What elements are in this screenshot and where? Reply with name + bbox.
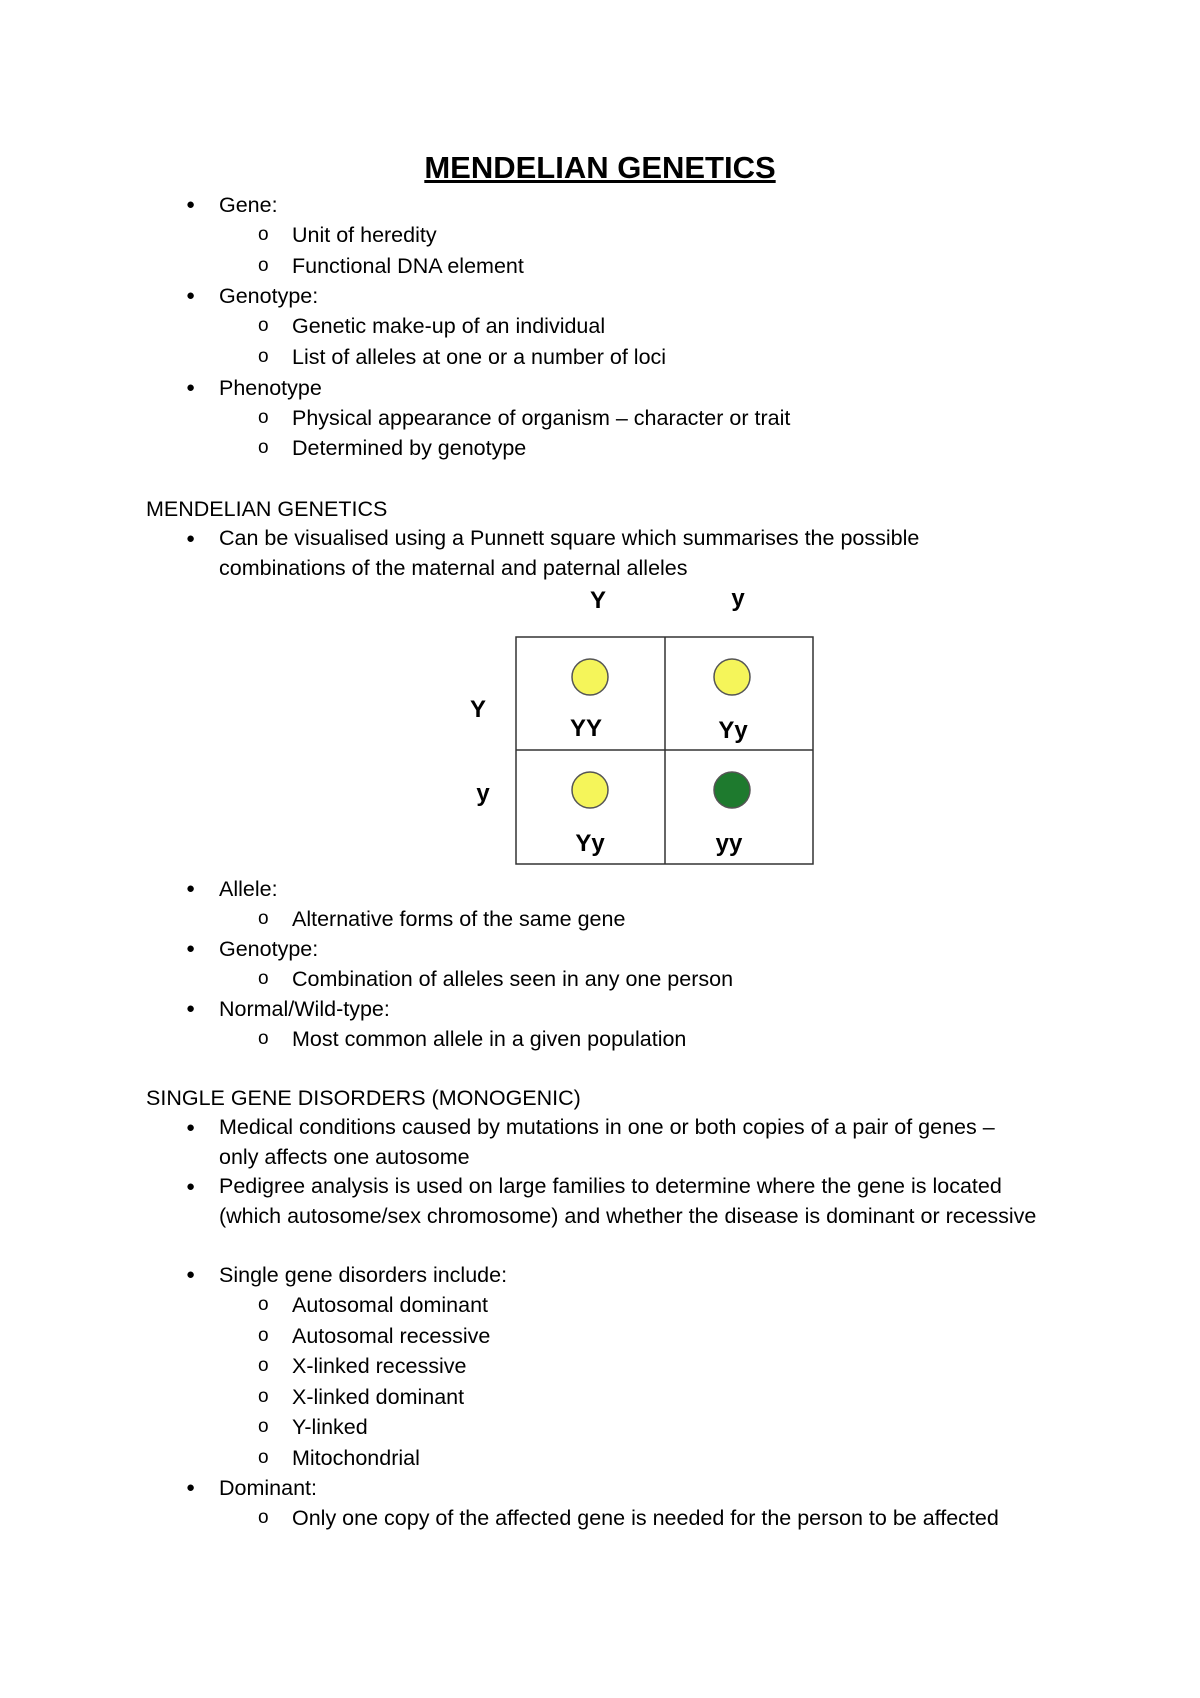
bullet-icon: ● — [186, 1479, 196, 1496]
sub-list-item: o Mitochondrial — [292, 1443, 420, 1473]
sub-list-item: o X-linked recessive — [292, 1351, 466, 1381]
bullet-icon: ● — [186, 196, 196, 213]
circle-bullet-icon: o — [258, 908, 269, 929]
list-item: ● Single gene disorders include: — [219, 1260, 507, 1290]
list-item: ● Can be visualised using a Punnett square which summarises the possible combinations of the maternal and paternal alleles — [186, 526, 920, 580]
phenotype-circle — [572, 772, 608, 808]
circle-bullet-icon: o — [258, 1028, 269, 1049]
col-header: Y — [589, 587, 607, 614]
sub-list-item: o Genetic make-up of an individual — [292, 311, 605, 341]
phenotype-circle — [714, 659, 750, 695]
section-heading: SINGLE GENE DISORDERS (MONOGENIC) — [146, 1086, 581, 1110]
circle-bullet-icon: o — [258, 1355, 269, 1376]
sub-list-item: o Functional DNA element — [292, 251, 524, 281]
bullet-icon: ● — [186, 287, 196, 304]
sub-list-item: o Physical appearance of organism – character or trait — [292, 403, 790, 433]
bullet-icon: ● — [186, 1119, 196, 1136]
circle-bullet-icon: o — [258, 968, 269, 989]
genotype-label: Yy — [575, 830, 605, 857]
bullet-icon: ● — [186, 1266, 196, 1283]
genotype-label: YY — [569, 715, 603, 742]
row-header: y — [476, 780, 490, 807]
row-header: Y — [469, 696, 487, 723]
circle-bullet-icon: o — [258, 1386, 269, 1407]
sub-list-item: o Alternative forms of the same gene — [292, 904, 625, 934]
punnett-square — [0, 580, 1200, 880]
bullet-icon: ● — [186, 1000, 196, 1017]
sub-list-item: o Only one copy of the affected gene is needed for the person to be affected — [292, 1503, 999, 1533]
genotype-label: yy — [715, 830, 743, 857]
list-item: ● Normal/Wild-type: — [219, 994, 390, 1024]
sub-list-item: o Combination of alleles seen in any one person — [292, 964, 733, 994]
circle-bullet-icon: o — [258, 1447, 269, 1468]
phenotype-circle — [572, 659, 608, 695]
list-item: ● Genotype: — [219, 934, 318, 964]
circle-bullet-icon: o — [258, 1325, 269, 1346]
bullet-icon: ● — [186, 940, 196, 957]
sub-list-item: o Y-linked — [292, 1412, 368, 1442]
sub-list-item: o X-linked dominant — [292, 1382, 464, 1412]
list-item: ● Allele: — [219, 874, 278, 904]
page-title: MENDELIAN GENETICS — [424, 150, 776, 185]
circle-bullet-icon: o — [258, 255, 269, 276]
bullet-icon: ● — [186, 880, 196, 897]
col-header: y — [731, 585, 745, 612]
list-item: ● Genotype: — [219, 281, 318, 311]
circle-bullet-icon: o — [258, 1507, 269, 1528]
list-item: ● Gene: — [219, 190, 278, 220]
sub-list-item: o Autosomal dominant — [292, 1290, 488, 1320]
circle-bullet-icon: o — [258, 1416, 269, 1437]
circle-bullet-icon: o — [258, 224, 269, 245]
bullet-icon: ● — [186, 530, 196, 547]
section-heading: MENDELIAN GENETICS — [146, 497, 388, 521]
sub-list-item: o List of alleles at one or a number of loci — [292, 342, 666, 372]
list-item: ● Phenotype — [219, 373, 322, 403]
circle-bullet-icon: o — [258, 315, 269, 336]
sub-list-item: o Determined by genotype — [292, 433, 526, 463]
circle-bullet-icon: o — [258, 1294, 269, 1315]
circle-bullet-icon: o — [258, 346, 269, 367]
circle-bullet-icon: o — [258, 407, 269, 428]
sub-list-item: o Unit of heredity — [292, 220, 437, 250]
list-item: ● Dominant: — [219, 1473, 317, 1503]
sub-list-item: o Most common allele in a given population — [292, 1024, 686, 1054]
list-item: ● Medical conditions caused by mutations in one or both copies of a pair of genes – only affects one autosome — [186, 1115, 995, 1169]
phenotype-circle — [714, 772, 750, 808]
genotype-label: Yy — [718, 717, 748, 744]
bullet-icon: ● — [186, 379, 196, 396]
sub-list-item: o Autosomal recessive — [292, 1321, 490, 1351]
circle-bullet-icon: o — [258, 437, 269, 458]
bullet-icon: ● — [186, 1178, 196, 1195]
list-item: ● Pedigree analysis is used on large families to determine where the gene is located (which autosome/sex chromosome) and whether the disease is dominant or recessive — [186, 1174, 1037, 1228]
